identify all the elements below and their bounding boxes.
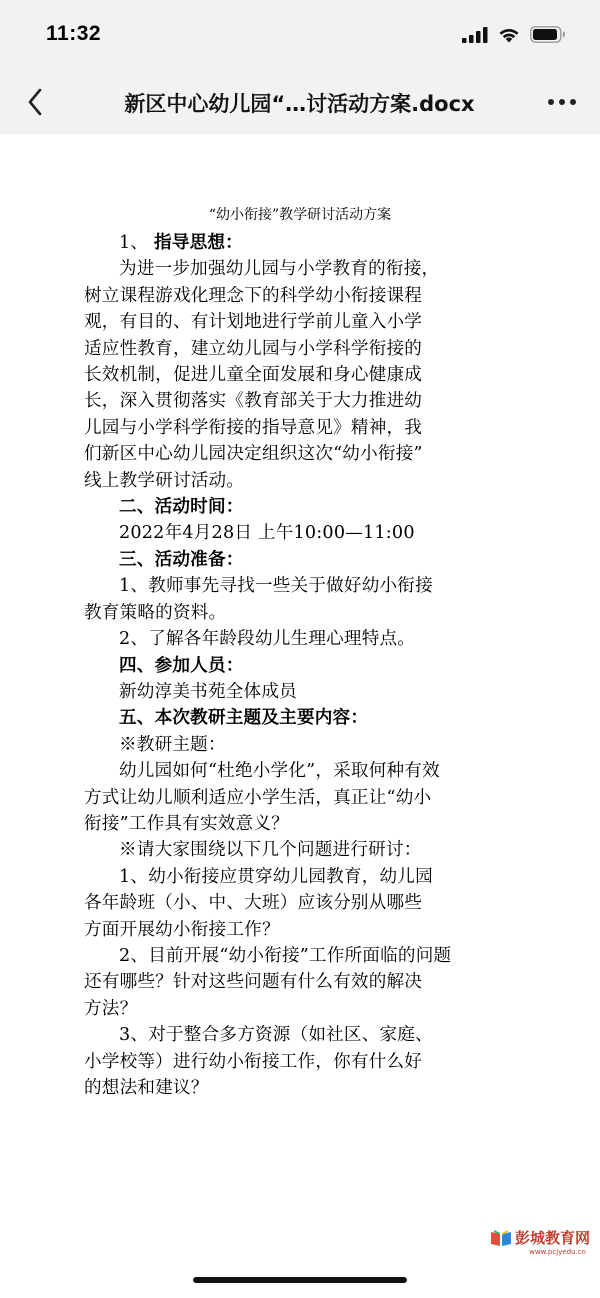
document-line: 3、对于整合多方资源（如社区、家庭、 xyxy=(119,1025,433,1046)
document-line: 四、参加人员： xyxy=(119,655,244,676)
more-dots-icon xyxy=(548,99,554,105)
status-icons xyxy=(462,26,566,43)
document-lines xyxy=(0,230,600,1101)
document-line: 各年龄班（小、中、大班）应该分别从哪些 xyxy=(84,893,423,914)
line-prefix: 1、 xyxy=(119,233,154,253)
document-line: 还有哪些？针对这些问题有什么有效的解决 xyxy=(84,972,423,993)
document-line: 新幼淳美书苑全体成员 xyxy=(119,681,297,702)
home-indicator[interactable] xyxy=(193,1277,407,1283)
document-line: 为进一步加强幼儿园与小学教育的衔接， xyxy=(119,259,440,280)
document-viewer[interactable] xyxy=(0,134,600,1264)
document-line: 的想法和建议？ xyxy=(84,1078,209,1098)
document-line: 幼儿园如何“杜绝小学化”，采取何种有效 xyxy=(119,761,440,782)
document-line: 2、了解各年龄段幼儿生理心理特点。 xyxy=(119,629,416,650)
document-line: 线上教学研讨活动。 xyxy=(84,470,245,491)
document-line: 2022年4月28日 上午10:00—11:00 xyxy=(119,523,415,544)
status-time: 11:32 xyxy=(46,22,102,45)
watermark-url: www.pcjyedu.cn xyxy=(529,1248,586,1256)
document-line: 适应性教育，建立幼儿园与小学科学衔接的 xyxy=(84,338,423,359)
document-content xyxy=(0,204,600,1101)
chevron-left-icon xyxy=(27,88,43,116)
document-heading: “幼小衔接”教学研讨活动方案 xyxy=(208,207,392,223)
document-line: ※请大家围绕以下几个问题进行研讨： xyxy=(119,840,422,861)
document-line: 们新区中心幼儿园决定组织这次“幼小衔接” xyxy=(84,444,423,465)
battery-icon xyxy=(530,26,566,43)
cellular-signal-icon xyxy=(462,27,488,43)
more-button[interactable] xyxy=(538,84,586,120)
wifi-icon xyxy=(498,27,520,43)
document-line: 长效机制，促进儿童全面发展和身心健康成 xyxy=(84,365,423,386)
document-line: 教育策略的资料。 xyxy=(84,602,227,623)
document-line: 树立课程游戏化理念下的科学幼小衔接课程 xyxy=(84,285,423,306)
document-line: 五、本次教研主题及主要内容： xyxy=(119,708,369,729)
line-bold-text: 指导思想： xyxy=(153,233,243,253)
nav-bar xyxy=(0,70,600,134)
status-bar xyxy=(0,0,600,70)
document-line: 方法？ xyxy=(84,998,138,1019)
watermark xyxy=(490,1227,590,1248)
document-line: 长，深入贯彻落实《教育部关于大力推进幼 xyxy=(84,391,423,412)
more-dot xyxy=(559,99,565,105)
document-line xyxy=(0,230,600,256)
document-line: 方式让幼儿顺利适应小学生活，真正让“幼小 xyxy=(84,787,432,808)
document-line: 1、幼小衔接应贯穿幼儿园教育，幼儿园 xyxy=(119,866,433,887)
document-line: ※教研主题： xyxy=(119,734,226,755)
document-line: 二、活动时间： xyxy=(119,497,244,518)
document-line: 儿园与小学科学衔接的指导意见》精神，我 xyxy=(84,417,423,438)
document-line: 2、目前开展“幼小衔接”工作所面临的问题 xyxy=(119,945,452,966)
document-line: 观，有目的、有计划地进行学前儿童入小学 xyxy=(84,312,423,333)
document-title: 新区中心幼儿园“…讨活动方案.docx xyxy=(124,92,475,116)
document-line: 衔接”工作具有实效意义？ xyxy=(84,813,289,834)
watermark-text: 彭城教育网 xyxy=(514,1229,590,1247)
document-line: 1、教师事先寻找一些关于做好幼小衔接 xyxy=(119,576,433,597)
more-dot xyxy=(570,99,576,105)
document-line: 三、活动准备： xyxy=(119,549,244,570)
document-line: 方面开展幼小衔接工作？ xyxy=(84,919,280,940)
document-line: 小学校等）进行幼小衔接工作，你有什么好 xyxy=(84,1051,423,1072)
back-button[interactable] xyxy=(18,84,52,120)
book-logo-icon xyxy=(490,1229,512,1247)
